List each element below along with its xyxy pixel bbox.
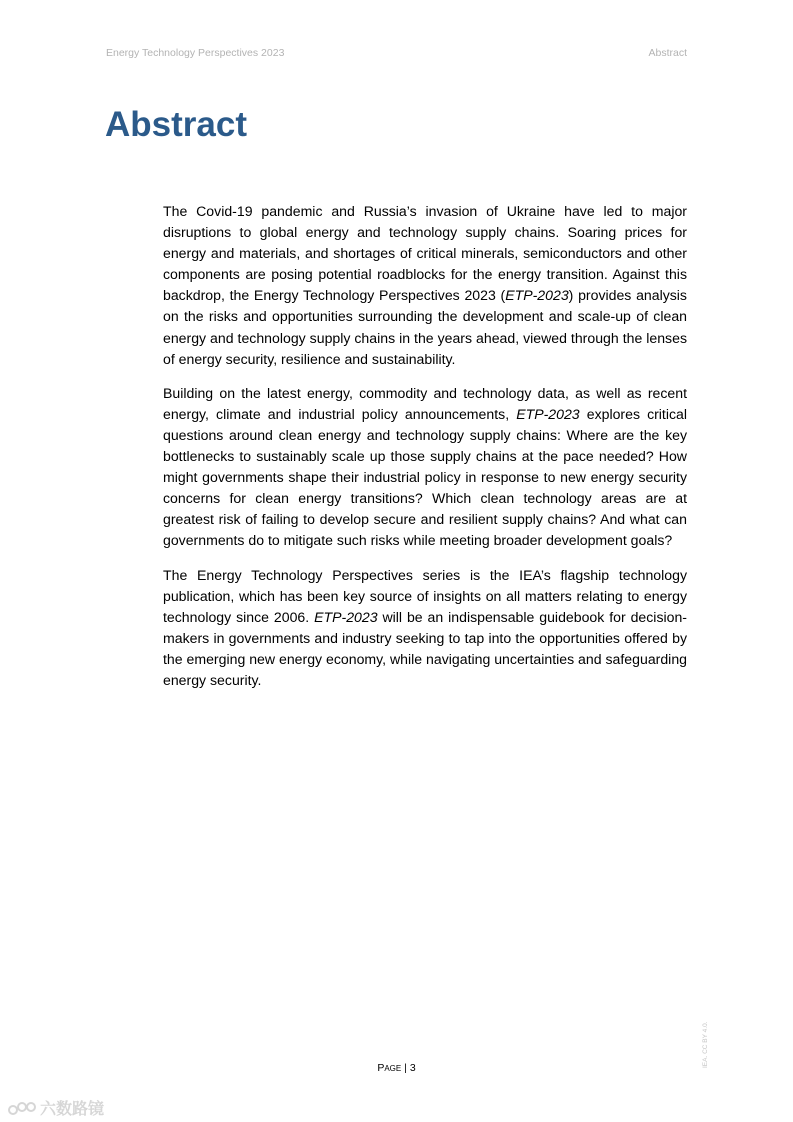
watermark xyxy=(8,1096,104,1119)
paragraph-text: explores critical questions around clean energy and technology supply chains: Where are the key bottlenecks to sustainably scale up those supply chains at the pace needed? How might governments shape their industrial policy in response to new energy security concerns for clean energy transitions? Which clean technology areas are at greatest risk of failing to develop secure and resilient supply chains? And what can governments do to mitigate such risks while meeting broader development goals? xyxy=(163,405,687,549)
body-paragraph xyxy=(163,383,687,552)
page-title: Abstract xyxy=(105,105,247,144)
report-acronym: ETP-2023 xyxy=(505,287,569,304)
watermark-text: 六数路镜 xyxy=(40,1101,105,1118)
paragraph-text: The Covid-19 pandemic and Russia’s invasion of Ukraine have led to major disruptions to global energy and technology supply chains. Soaring prices for energy and materials, and shortages of critical minerals, semiconductors and other components are posing potential roadblocks for the energy transition. Against this backdrop, the Energy Technology Perspectives 2023 ( xyxy=(163,203,687,304)
paragraph-text: ) provides analysis on the risks and opportunities surrounding the development and scale-up of clean energy and technology supply chains in the years ahead, viewed through the lenses of energy security, resilience and sustainability. xyxy=(163,287,687,367)
abstract-body xyxy=(163,201,687,704)
body-paragraph xyxy=(163,201,687,370)
body-paragraph xyxy=(163,565,687,692)
page-footer xyxy=(0,1062,793,1074)
running-header-title: Energy Technology Perspectives 2023 xyxy=(106,47,285,59)
paragraph-text: The Energy Technology Perspectives series is the IEA’s flagship technology publication, which has been key source of insights on all matters relating to energy technology since 2006. xyxy=(163,566,687,625)
report-acronym: ETP-2023 xyxy=(314,608,378,625)
paragraph-text: will be an indispensable guidebook for decision-makers in governments and industry seeking to tap into the opportunities offered by the emerging new energy economy, while navigating uncertainties and safeguarding energy security. xyxy=(163,608,687,688)
running-header-section: Abstract xyxy=(648,47,687,59)
report-acronym: ETP-2023 xyxy=(516,405,580,422)
page-label-initial: P xyxy=(377,1062,385,1074)
page-number: 3 xyxy=(409,1062,416,1074)
logo-icon xyxy=(8,1100,36,1116)
license-note: IEA. CC BY 4.0. xyxy=(702,1021,709,1068)
paragraph-text: Building on the latest energy, commodity and technology data, as well as recent energy, climate and industrial policy announcements, xyxy=(163,384,687,422)
page-label-rest: AGE xyxy=(384,1064,402,1073)
page-separator: | xyxy=(404,1062,407,1074)
